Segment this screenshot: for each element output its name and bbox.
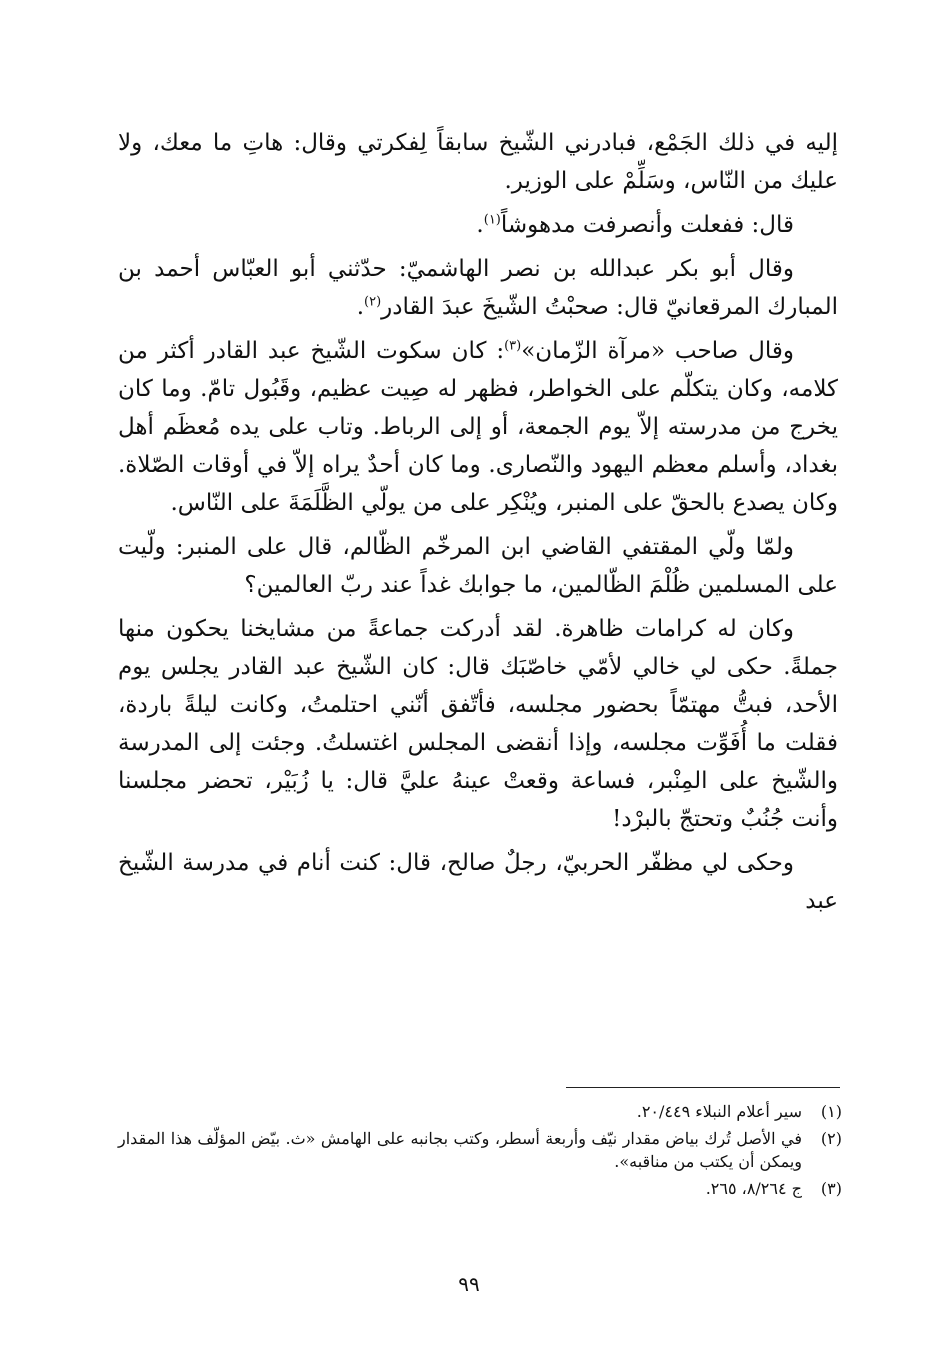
footnote-ref-2: (٢) (364, 294, 382, 310)
page-number: ٩٩ (458, 1272, 480, 1296)
paragraph-6 (118, 610, 838, 838)
paragraph-6-text: وكان له كرامات ظاهرة. لقد أدركت جماعةً من مشايخنا يحكون منها جملةً. حكى لي خالي لأمّي خاصّبَك قال: كان الشّيخ عبد القادر يجلس يوم الأحد، فبتُّ مهتمّاً بحضور مجلسه، فأتّفق أنّني احتلمتُ، وكانت ليلةً باردة، فقلت ما أُفَوِّت مجلسه، وإذا أنقضى المجلس اغتسلتُ. وجئت إلى المدرسة والشّيخ على المِنْبر، فساعة وقعتْ عينهُ عليَّ قال: يا زُبَيْر، تحضر مجلسنا وأنت جُنُبٌ وتحتجّ بالبرْد! (118, 616, 838, 832)
paragraph-5 (118, 528, 838, 604)
paragraph-5-text: ولمّا ولّي المقتفي القاضي ابن المرخّم الظّالم، قال على المنبر: ولّيت على المسلمين ظُلْمَ الظّالمين، ما جوابك غداً عند ربّ العالمين؟ (118, 534, 838, 598)
footnote-number: (١) (820, 1102, 842, 1121)
paragraph-2-tail: . (476, 212, 484, 238)
footnote-1 (118, 1100, 842, 1123)
paragraph-2-text: قال: ففعلت وأنصرفت مدهوشاً (500, 212, 794, 238)
paragraph-3-tail: . (356, 294, 365, 320)
footnote-text: ج ٨/٢٦٤، ٢٦٥. (705, 1179, 802, 1198)
paragraph-1 (118, 124, 838, 200)
paragraph-3 (118, 250, 838, 326)
footnote-ref-3: (٣) (504, 338, 522, 354)
footnote-number: (٣) (820, 1179, 842, 1198)
paragraph-7 (118, 844, 838, 920)
footnote-3 (118, 1177, 842, 1200)
footnote-divider (566, 1087, 840, 1088)
paragraph-1-text: إليه في ذلك الجَمْع، فبادرني الشّيخ سابقاً لِفكرتي وقال: هاتِ ما معك، ولا عليك من النّاس، وسَلِّمْ على الوزير. (118, 130, 838, 194)
paragraph-4-tail: : كان سكوت الشّيخ عبد القادر أكثر من كلامه، وكان يتكلّم على الخواطر، فظهر له صِيت عظيم، وقَبُول تامّ. وما كان يخرج من مدرسته إلاّ يوم الجمعة، أو إلى الرباط. وتاب على يده مُعظَم أهل بغداد، وأسلم معظم اليهود والنّصارى. وما كان أحدٌ يراه إلاّ في أوقات الصّلاة. وكان يصدع بالحقّ على المنبر، ويُنْكِر على من يولّي الظَّلَمَةَ على النّاس. (118, 338, 838, 516)
paragraph-2 (118, 206, 838, 244)
main-text (118, 124, 838, 926)
paragraph-4-text: وقال صاحب «مرآة الزّمان» (521, 338, 794, 364)
footnote-number: (٢) (820, 1129, 842, 1148)
paragraph-3-text: وقال أبو بكر عبدالله بن نصر الهاشميّ: حدّثني أبو العبّاس أحمد بن المبارك المرقعانيّ قال: صحبْتُ الشّيخَ عبدَ القادر (118, 256, 838, 320)
footnote-2 (118, 1127, 842, 1173)
paragraph-4 (118, 332, 838, 522)
footnote-text: في الأصل تُرك بياض مقدار نيّف وأربعة أسطر، وكتب بجانبه على الهامش «ث. بيّض المؤلّف هذا المقدار ويمكن أن يكتب من مناقبه». (118, 1129, 802, 1171)
paragraph-7-text: وحكى لي مظفّر الحربيّ، رجلٌ صالح، قال: كنت أنام في مدرسة الشّيخ عبد (118, 850, 838, 914)
footnote-ref-1: (١) (483, 212, 501, 228)
footnote-text: سير أعلام النبلاء ٢٠/٤٤٩. (636, 1102, 802, 1121)
footnotes (118, 1100, 842, 1204)
